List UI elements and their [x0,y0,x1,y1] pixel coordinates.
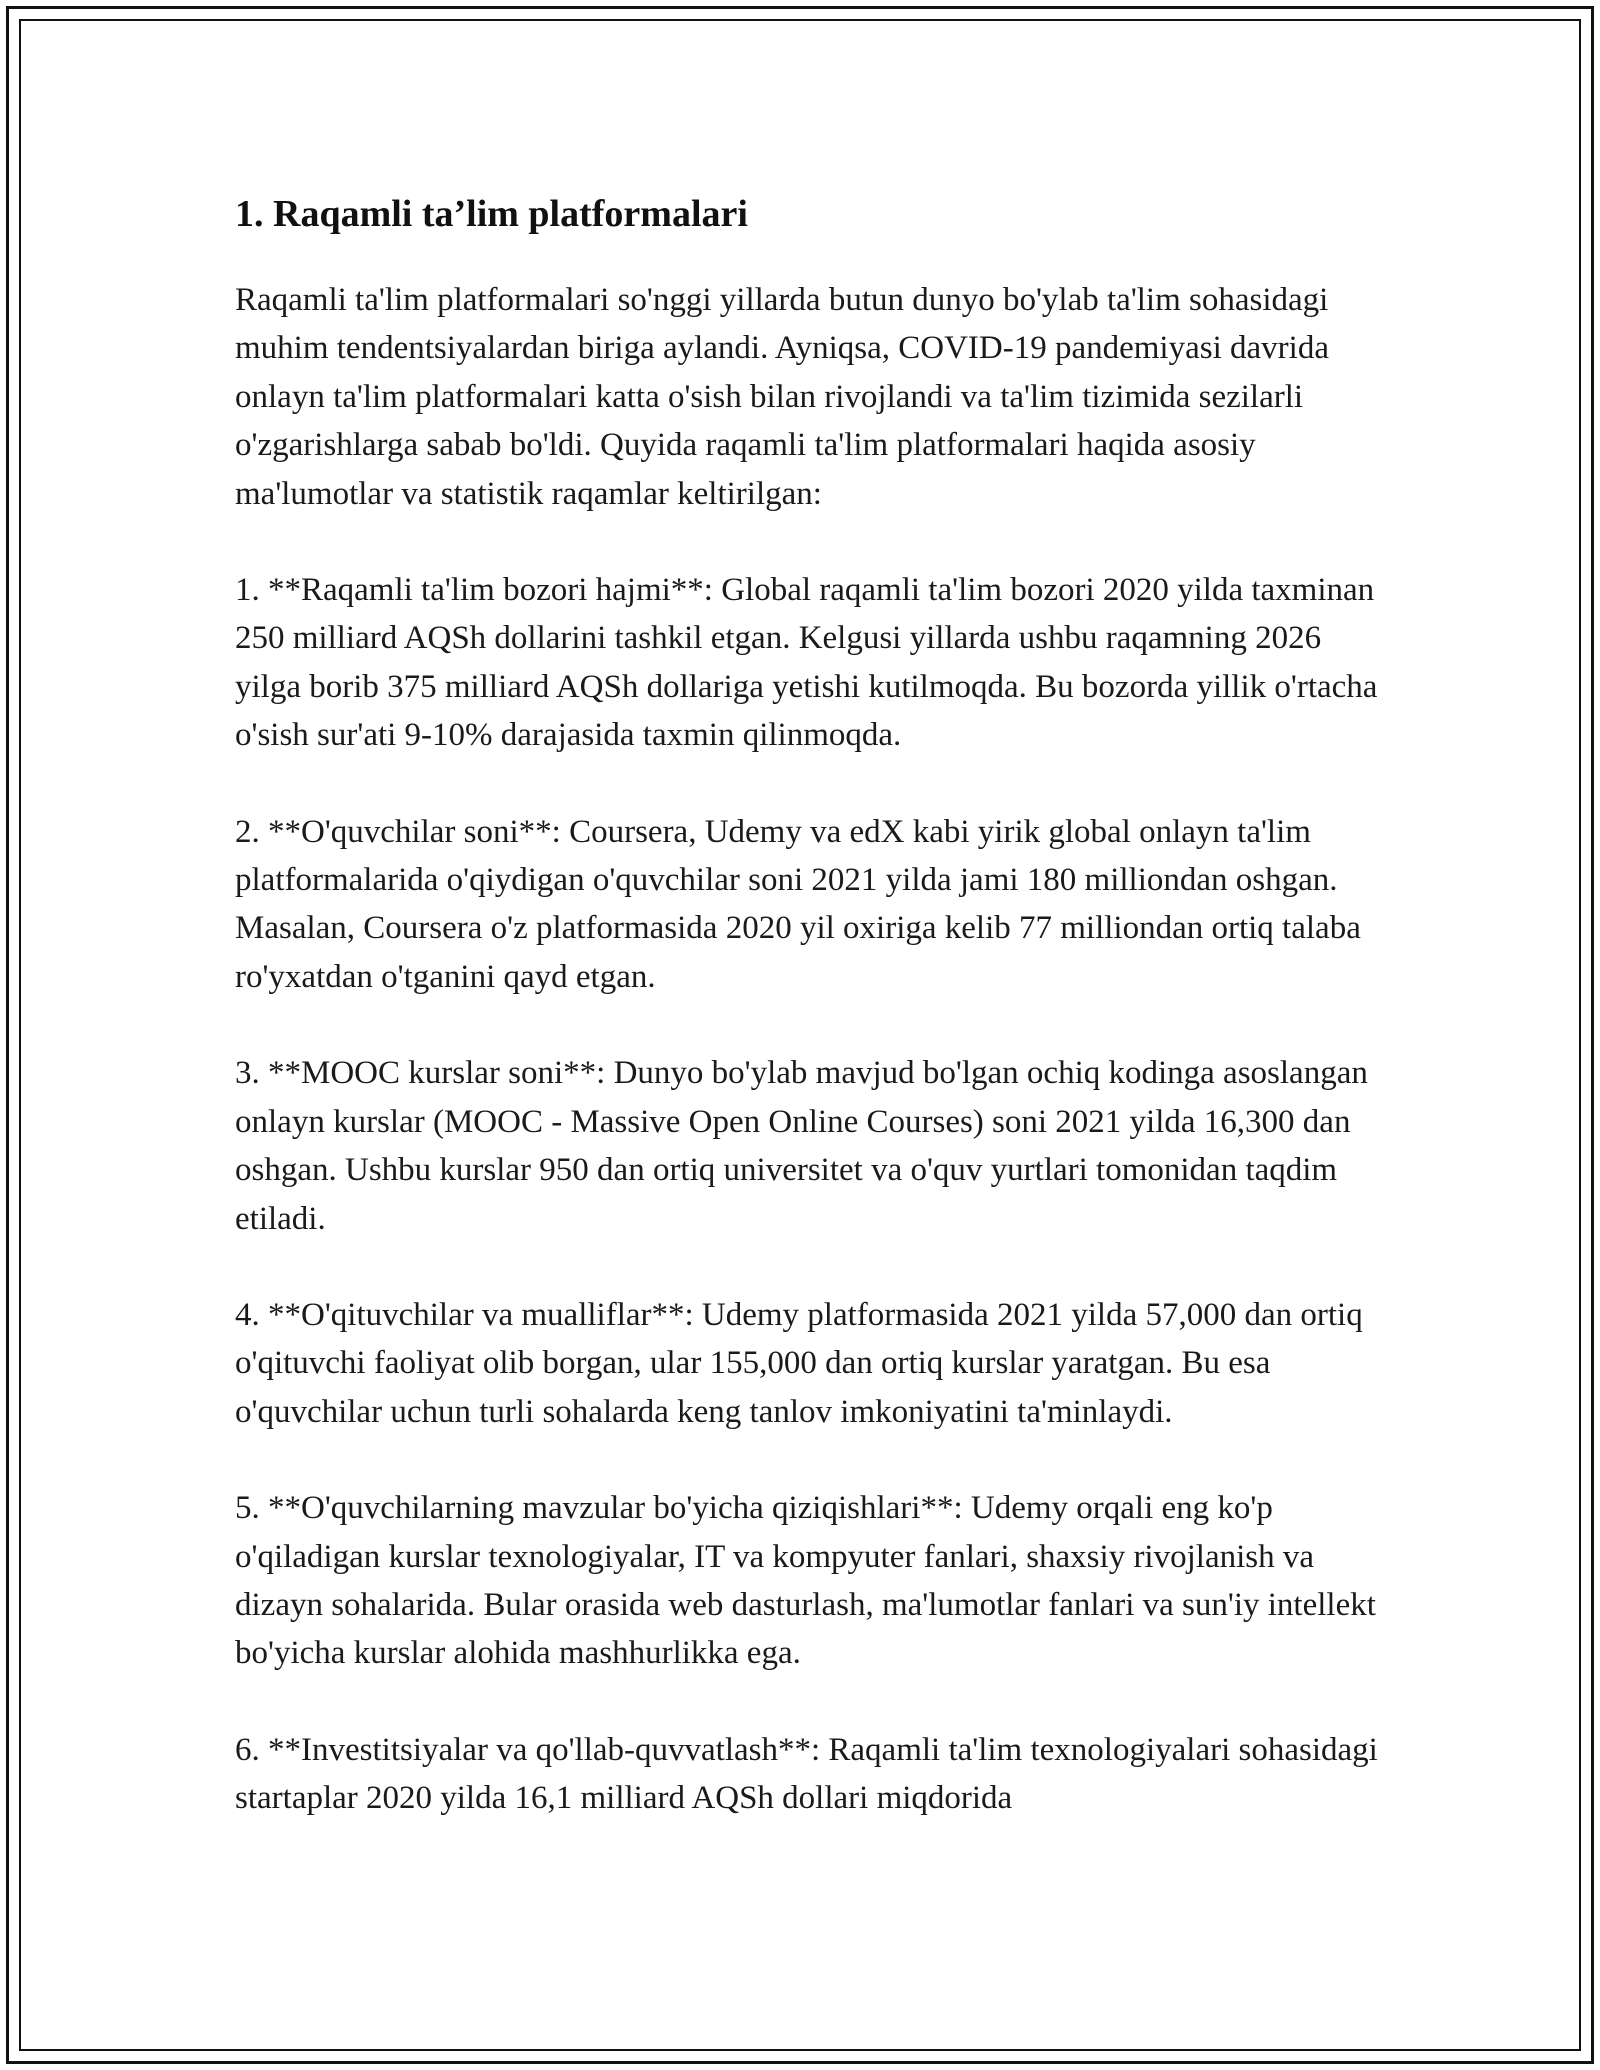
document-body [235,188,1385,1871]
list-item-investments: 6. **Investitsiyalar va qo'llab-quvvatlash**: Raqamli ta'lim texnologiyalari sohasidagi startaplar 2020 yilda 16,1 milliard AQSh dollari miqdorida [235,1731,1378,1817]
list-item-mooc-count: 3. **MOOC kurslar soni**: Dunyo bo'ylab mavjud bo'lgan ochiq kodinga asoslangan onlayn kurslar (MOOC - Massive Open Online Courses) soni 2021 yilda 16,300 dan oshgan. Ushbu kurslar 950 dan ortiq universitet va o'quv yurtlari tomonidan taqdim etiladi. [235,1055,1368,1237]
list-item-instructors: 4. **O'qituvchilar va mualliflar**: Udemy platformasida 2021 yilda 57,000 dan ortiq o'qituvchi faoliyat olib borgan, ular 155,000 dan ortiq kurslar yaratgan. Bu esa o'quvchilar uchun turli sohalarda keng tanlov imkoniyatini ta'minlaydi. [235,1296,1363,1430]
list-item-market-size: 1. **Raqamli ta'lim bozori hajmi**: Global raqamli ta'lim bozori 2020 yilda taxminan 250 milliard AQSh dollarini tashkil etgan. Kelgusi yillarda ushbu raqamning 2026 yilga borib 375 milliard AQSh dollariga yetishi kutilmoqda. Bu bozorda yillik o'rtacha o'sish sur'ati 9-10% darajasida taxmin qilinmoqda. [235,572,1378,754]
list-item-learners-count: 2. **O'quvchilar soni**: Coursera, Udemy va edX kabi yirik global onlayn ta'lim platformalarida o'qiydigan o'quvchilar soni 2021 yilda jami 180 milliondan oshgan. Masalan, Coursera o'z platformasida 2020 yil oxiriga kelib 77 milliondan ortiq talaba ro'yxatdan o'tganini qayd etgan. [235,813,1361,995]
list-item-topic-interests: 5. **O'quvchilarning mavzular bo'yicha qiziqishlari**: Udemy orqali eng ko'p o'qiladigan kurslar texnologiyalar, IT va kompyuter fanlari, shaxsiy rivojlanish va dizayn sohalarida. Bular orasida web dasturlash, ma'lumotlar fanlari va sun'iy intellekt bo'yicha kurslar alohida mashhurlikka ega. [235,1490,1376,1672]
section-heading: 1. Raqamli ta’lim platformalari [235,193,748,235]
intro-paragraph: Raqamli ta'lim platformalari so'nggi yillarda butun dunyo bo'ylab ta'lim sohasidagi muhim tendentsiyalardan biriga aylandi. Ayniqsa, COVID-19 pandemiyasi davrida onlayn ta'lim platformalari katta o'sish bilan rivojlandi va ta'lim tizimida sezilarli o'zgarishlarga sabab bo'ldi. Quyida raqamli ta'lim platformalari haqida asosiy ma'lumotlar va statistik raqamlar keltirilgan: [235,282,1329,512]
